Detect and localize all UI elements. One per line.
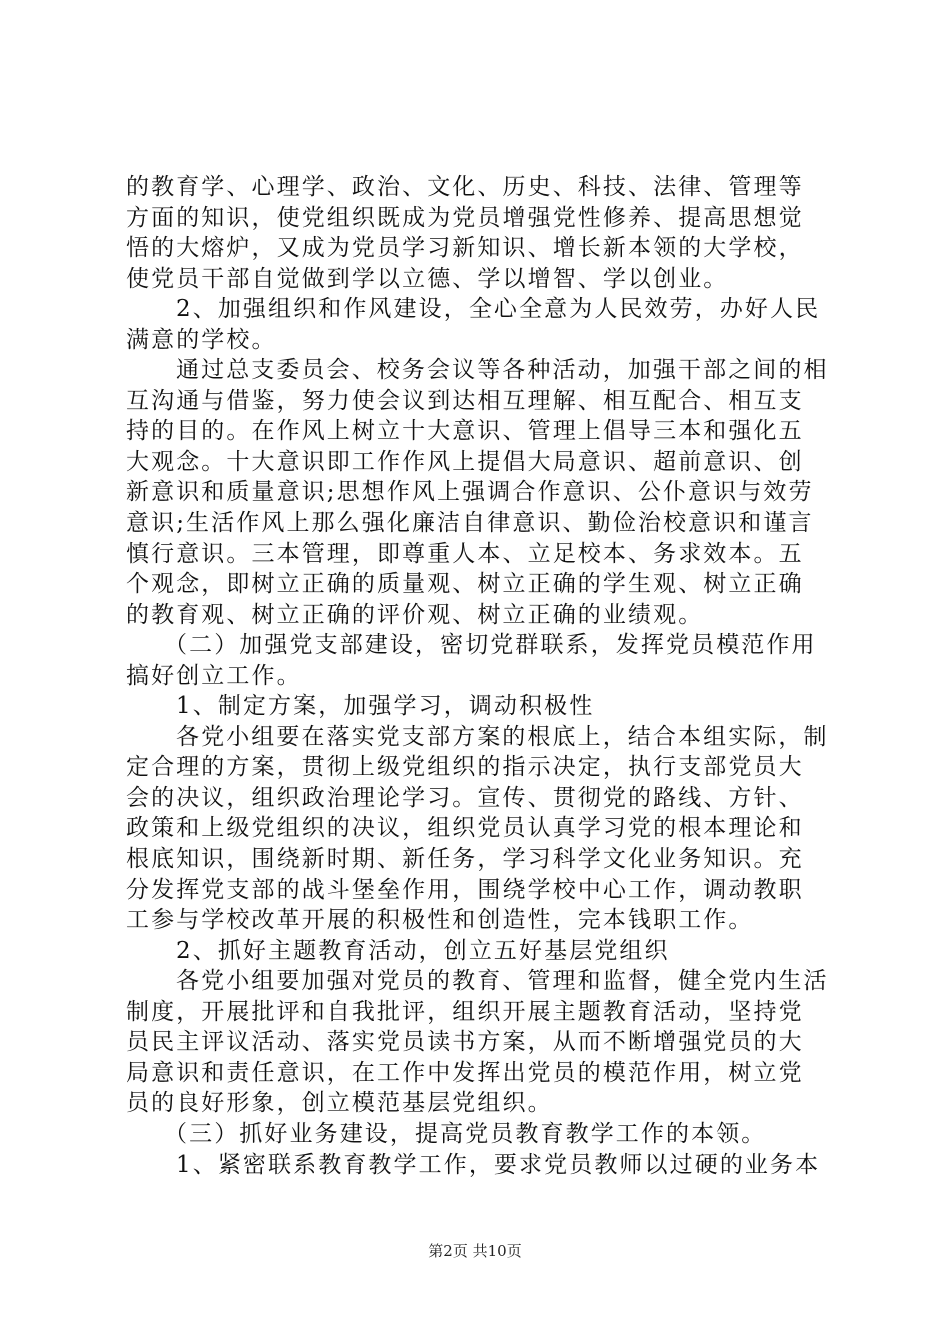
- text-line: 定合理的方案，贯彻上级党组织的指示决定，执行支部党员大: [126, 754, 804, 781]
- text-line: 分发挥党支部的战斗堡垒作用，围绕学校中心工作，调动教职: [126, 876, 804, 903]
- text-line: 意识;生活作风上那么强化廉洁自律意识、勤俭治校意识和谨言: [126, 510, 814, 537]
- text-line: 持的目的。在作风上树立十大意识、管理上倡导三本和强化五: [126, 418, 804, 445]
- text-line: 1、紧密联系教育教学工作，要求党员教师以过硬的业务本: [176, 1151, 821, 1178]
- text-line: 个观念，即树立正确的质量观、树立正确的学生观、树立正确: [126, 571, 804, 598]
- text-line: 互沟通与借鉴，努力使会议到达相互理解、相互配合、相互支: [126, 387, 804, 414]
- text-line: 2、抓好主题教育活动，创立五好基层党组织: [176, 937, 670, 964]
- text-line: 的教育学、心理学、政治、文化、历史、科技、法律、管理等: [126, 174, 804, 200]
- text-line: 的教育观、树立正确的评价观、树立正确的业绩观。: [126, 601, 704, 628]
- text-line: 新意识和质量意识;思想作风上强调合作意识、公仆意识与效劳: [126, 479, 814, 506]
- text-line: 局意识和责任意识，在工作中发挥出党员的模范作用，树立党: [126, 1059, 804, 1086]
- text-line: 搞好创立工作。: [126, 662, 302, 689]
- text-line: 方面的知识，使党组织既成为党员增强党性修养、提高思想觉: [126, 204, 804, 231]
- document-body: [126, 172, 832, 1180]
- text-line: 工参与学校改革开展的积极性和创造性，完本钱职工作。: [126, 907, 754, 934]
- text-line: （二）加强党支部建设，密切党群联系，发挥党员模范作用: [164, 632, 817, 659]
- text-line: 员的良好形象，创立模范基层党组织。: [126, 1090, 553, 1117]
- text-line: 根底知识，围绕新时期、新任务，学习科学文化业务知识。充: [126, 846, 804, 873]
- text-line: 通过总支委员会、校务会议等各种活动，加强干部之间的相: [176, 357, 829, 384]
- text-line: 2、加强组织和作风建设，全心全意为人民效劳，办好人民: [176, 296, 821, 323]
- text-line: （三）抓好业务建设，提高党员教育教学工作的本领。: [164, 1120, 767, 1147]
- text-line: 悟的大熔炉，又成为党员学习新知识、增长新本领的大学校，: [126, 235, 804, 262]
- text-line: 满意的学校。: [126, 326, 277, 353]
- text-line: 政策和上级党组织的决议，组织党员认真学习党的根本理论和: [126, 815, 804, 842]
- text-line: 慎行意识。三本管理，即尊重人本、立足校本、务求效本。五: [126, 540, 804, 567]
- text-line: 各党小组要加强对党员的教育、管理和监督，健全党内生活: [176, 968, 829, 995]
- text-line: 员民主评议活动、落实党员读书方案，从而不断增强党员的大: [126, 1029, 804, 1056]
- text-line: 会的决议，组织政治理论学习。宣传、贯彻党的路线、方针、: [126, 784, 804, 811]
- page-footer: 第2页 共10页: [428, 1242, 522, 1260]
- text-line: 使党员干部自觉做到学以立德、学以增智、学以创业。: [126, 265, 729, 292]
- text-line: 1、制定方案，加强学习，调动积极性: [176, 693, 595, 720]
- text-line: 制度，开展批评和自我批评，组织开展主题教育活动，坚持党: [126, 998, 804, 1025]
- text-line: 大观念。十大意识即工作作风上提倡大局意识、超前意识、创: [126, 448, 804, 475]
- text-line: 各党小组要在落实党支部方案的根底上，结合本组实际，制: [176, 723, 829, 750]
